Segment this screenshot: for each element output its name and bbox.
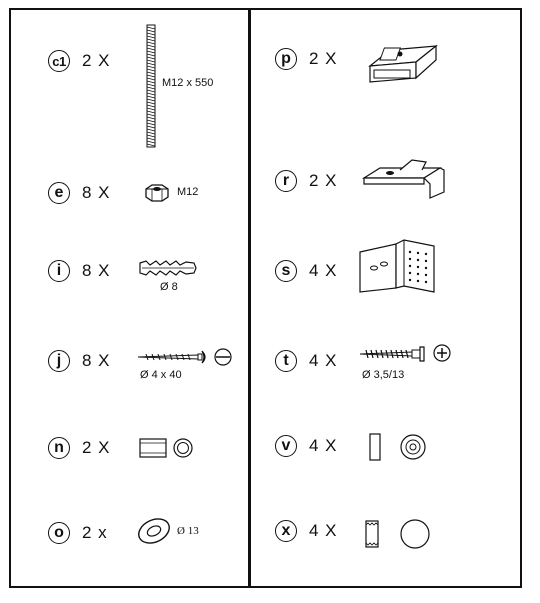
threaded-rod-icon <box>144 25 158 147</box>
grommet-icon <box>368 432 428 462</box>
part-quantity: 2 X <box>309 171 338 190</box>
part-quantity: 2 X <box>309 49 338 68</box>
part-letter-badge: r <box>275 170 297 192</box>
part-quantity: 8 X <box>82 351 111 370</box>
part-letter-badge: j <box>48 350 70 372</box>
spacer-icon <box>138 437 196 459</box>
part-row-s <box>275 260 338 282</box>
washer-icon <box>136 515 176 547</box>
part-row-r <box>275 170 338 192</box>
part-quantity: 4 X <box>309 521 338 540</box>
wall-plug-icon <box>138 259 198 277</box>
part-letter-badge: o <box>48 522 70 544</box>
cap-icon <box>364 517 436 551</box>
hex-nut-icon <box>144 184 170 202</box>
part-spec: Ø 8 <box>160 281 178 293</box>
part-row-v <box>275 435 338 457</box>
part-row-e <box>48 182 111 204</box>
column-divider <box>248 8 251 588</box>
part-letter-badge: v <box>275 435 297 457</box>
part-row-n <box>48 437 111 459</box>
part-row-t <box>275 350 338 372</box>
part-quantity: 2 x <box>82 523 108 542</box>
part-row-i <box>48 260 111 282</box>
part-letter-badge: t <box>275 350 297 372</box>
small-screw-icon <box>358 344 458 364</box>
part-row-p <box>275 48 338 70</box>
part-spec: M12 <box>177 186 199 198</box>
part-letter-badge: n <box>48 437 70 459</box>
part-spec: Ø 3,5/13 <box>362 369 405 381</box>
part-letter-badge: x <box>275 520 297 542</box>
parts-list-frame <box>9 8 522 588</box>
angle-bracket-icon <box>358 238 438 296</box>
screw-icon <box>136 347 236 367</box>
part-letter-badge: e <box>48 182 70 204</box>
part-letter-badge: c1 <box>48 50 70 72</box>
part-row-c1 <box>48 50 111 72</box>
bracket-block-icon <box>362 38 442 88</box>
part-letter-badge: i <box>48 260 70 282</box>
part-letter-badge: p <box>275 48 297 70</box>
part-spec: Ø 4 x 40 <box>140 369 182 381</box>
part-row-x <box>275 520 338 542</box>
part-letter-badge: s <box>275 260 297 282</box>
part-spec: Ø 13 <box>177 525 199 537</box>
part-spec: M12 x 550 <box>162 77 214 89</box>
part-quantity: 4 X <box>309 436 338 455</box>
part-row-o <box>48 522 108 544</box>
clip-bracket-icon <box>360 158 450 200</box>
part-quantity: 4 X <box>309 351 338 370</box>
part-quantity: 8 X <box>82 261 111 280</box>
part-quantity: 2 X <box>82 51 111 70</box>
part-quantity: 8 X <box>82 183 111 202</box>
part-row-j <box>48 350 111 372</box>
part-quantity: 4 X <box>309 261 338 280</box>
part-quantity: 2 X <box>82 438 111 457</box>
